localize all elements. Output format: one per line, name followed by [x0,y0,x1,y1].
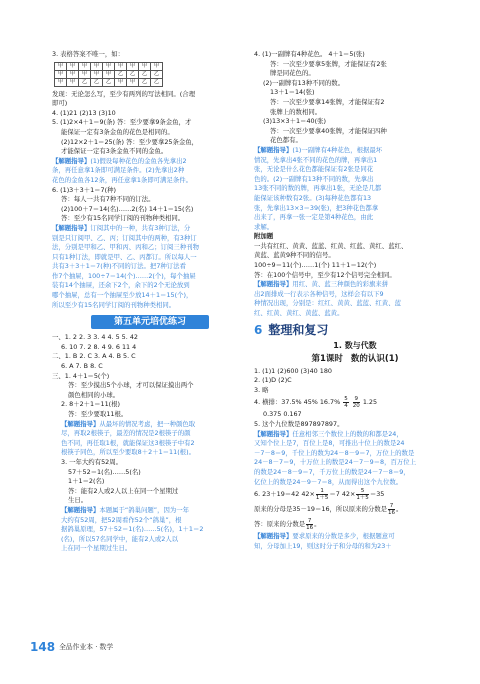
numerator: 5 [356,488,369,495]
q6-answer: 答：至少有15名同学订阅的刊物种类相同。 [61,214,185,223]
fraction [388,503,395,516]
chapter-title: 整理和复习 [268,322,329,337]
table-row [55,70,163,78]
section-answer: 二、1. B 2. C 3. A 4. B 5. C [52,352,136,361]
section-answer: 2. 8＋2＋1＝11(根) [61,400,121,409]
section-answer: 颜色相同的小球。 [68,390,120,399]
hint-text: (1)假设每种花色的金鱼各先拿出2 [90,156,187,165]
denominator: 16 [388,509,396,516]
q3-title: 3. 表格答案不唯一，如： [52,50,125,58]
answer-text: 。 [396,505,403,514]
numerator: 9 [354,395,359,402]
answer-text: 6. 23＋19＝42 42× [254,490,315,499]
section-answer: 1＋1＝2(名) [68,477,105,486]
numerator: 7 [307,517,312,524]
numerator: 5 [344,395,348,402]
fraction [306,518,313,531]
review-answer: 3. 略 [254,385,269,394]
hint-text: 亿位上的数是24－9－7＝8，从而得出这个九位数。 [254,477,403,486]
q5-answer: 才能保证一定有3条金鱼不同的金鱼。 [61,147,168,156]
hint-block [254,280,456,318]
table-cell: 乙 [91,78,103,86]
review-answer [254,487,456,502]
hint-text: 张，先拿出13×3＝39(张)，把3种花色都拿 [254,203,379,212]
review-answer [254,395,456,410]
answer-text: 1.25 [362,398,378,407]
hint-text: 花色的金鱼各12条，再任意拿1条即可满足条件。 [52,175,193,184]
review-answer [254,517,456,532]
right-column [254,50,456,551]
fraction [356,488,369,501]
lesson-title [254,353,456,365]
hint-text: 作7个抽屉，100÷7＝14(个)……2(个)，每个抽屉 [52,271,196,280]
hint-text: 出来了，再拿一张一定是第4种花色，由此 [254,213,374,222]
table-cell: 甲 [127,78,139,86]
hint-text: 尽，再取2根筷子，最差的情况是2根筷子的颜 [61,429,191,438]
hint-text: 条，再任意拿1条即可满足条件。(2)先拿出2种 [52,166,185,175]
q4-answer: (3)13×3＋1＝40(张) [263,117,326,126]
hint-text: －7－8＝9，千位上的数为24－8－9＝7，万位上的数是 [254,448,415,457]
q4-answer: 答：一次至少要拿40张牌，才能保证四种 [270,126,387,135]
answer-text: 。 [314,520,321,529]
table-cell: 甲 [127,62,139,70]
hint-text: 知，分母加上19，则这时分子和分母的和为23＋ [254,541,392,550]
hint-text: (名)，所以57名同学中，能有2人或2人以 [61,534,179,543]
table-cell: 乙 [127,70,139,78]
table-cell: 甲 [67,70,79,78]
q4-answer: 答：一次至少要拿14张牌，才能保证有2 [270,97,385,106]
table-cell: 甲 [139,62,151,70]
q5-answer: 5. (1)2×4＋1＝9(条) 答：至少要拿9条金鱼，才 [52,118,192,127]
review-answer: 0.375 0.167 [263,410,302,419]
left-column [52,50,248,554]
hint-text: (1)一副牌有4种花色，根据最坏 [292,145,383,154]
q4-answer: 牌是同花色的。 [270,69,315,78]
section-title: 第五单元培优练习 [91,315,209,329]
q6-answer: 答：每人一共有7种不同的订法。 [61,195,155,204]
page-footer [30,640,113,654]
q4-answer: (2)一副牌有13种不同的数。 [263,78,345,87]
hint-tag: 【解题指导】 [254,532,293,541]
q4-answer: 张牌上的数相同。 [270,107,322,116]
extra-answer: 100÷9＝11(个)……1(个) 11＋1＝12(个) [254,261,377,270]
hint-block [52,157,248,186]
extra-answer: 一共有红红、黄黄、蓝蓝、红黄、红蓝、黄红、蓝红、 [254,241,408,250]
section-answer: 答：至少摸出5个小球，才可以保证摸出两个 [68,381,194,390]
table-cell: 甲 [55,62,67,70]
hint-tag: 【解题指导】 [61,505,100,514]
hint-text: 色的。(2)一副牌有13种不同的数，先拿出 [254,174,374,183]
hint-text: 又知个位上是7，百位上是8，可推出十位上的数是24 [254,439,405,448]
q3-note: 发现：无论怎么写，至少有两列的写法相同。(合理 [52,89,196,98]
section-answer: 答：至少要取11根。 [68,410,128,418]
hint-text: 所以至少有15名同学订阅的刊物种类相同。 [52,300,176,309]
q4-answer: 花色都有。 [270,136,302,145]
section-answer: 答：能有2人或2人以上在同一个星期过 [68,486,179,495]
section-answer: 三、1. 4＋1＝5(个) [52,371,110,380]
table-cell: 甲 [67,78,79,86]
hint-text: 情况，先拿出4张不同的花色的牌，再拿出1 [254,155,378,164]
hint-text: 据鸽巢原理，57＋52＝1(名)……5(名)，1＋1＝2 [61,525,204,534]
hint-text: 订阅其中的一种，共有3种订法，分 [90,223,191,232]
table-row [55,62,163,70]
table-cell: 乙 [103,78,115,86]
table-cell: 甲 [79,62,91,70]
q4-answer: 4. (1)一副牌有4种花色。 4＋1＝5(张) [254,50,365,58]
fraction [316,488,329,501]
hint-text: 出2面排成一行表示各种信号，这样会有以下9 [254,289,384,298]
table-row [55,78,163,86]
hint-text: 色不同，再任取1根，就能保证这3根筷子中有2 [61,438,195,447]
hint-block [254,430,456,488]
hint-text: 哪个抽屉，总有一个抽屉至少放14＋1＝15(个)， [52,291,193,300]
subchapter-title: 1. 数与代数 [333,340,377,350]
numerator: 1 [316,488,329,495]
denominator: 1＋5 [356,494,369,501]
table-cell: 乙 [151,70,163,78]
hint-text: 装有14个抽屉，还余下2个，余下的2个无论放到 [52,281,190,290]
q5-answer: 能保证一定有3条金鱼的花色是相同的。 [61,127,174,136]
hint-tag: 【解题指导】 [52,156,91,165]
denominator: 20 [352,402,360,409]
hint-text: 红、红黄、黄红、黄蓝、蓝黄。 [254,309,344,318]
chapter-number: 6 [254,322,263,337]
q4-answer: 答：一次至少要拿5张牌，才能保证有2张 [270,59,387,68]
table-cell: 甲 [55,70,67,78]
hint-text: 别是只订阅甲、乙、丙；订阅其中的两种，有3种订 [52,233,197,242]
table-cell: 乙 [115,70,127,78]
table-cell: 甲 [91,70,103,78]
hint-tag: 【解题指导】 [254,280,293,289]
fraction [343,396,349,409]
section-answer: 6. A 7. B 8. C [61,362,103,371]
hint-text: 种情况出现，分别是：红红、黄黄、蓝蓝、红黄、蓝 [254,299,401,308]
hint-tag: 【解题指导】 [61,419,100,428]
chapter-heading [254,323,456,338]
answer-text: ＝35 [369,490,385,499]
hint-block [254,532,456,551]
q4-answer: 4. (1)21 (2)13 (3)10 [52,108,116,117]
table-cell: 甲 [91,62,103,70]
denominator: 1＋5 [315,494,329,501]
hint-text: 从最坏的情况考虑，把一种颜色取 [99,419,196,428]
hint-text: 13张不同的数的牌，再拿出1张，无论是几都 [254,184,382,193]
lesson-number: 第1课时 [311,353,343,364]
review-answer: 2. (1)D (2)C [254,376,292,385]
q4-answer: 13＋1＝14(张) [270,88,315,97]
hint-text: 大约有52周，把52周看作52个“鸽巢”，根 [61,515,182,524]
extra-question-heading: 附加题 [254,232,274,241]
denominator: 4 [344,402,348,409]
hint-text: 法，分别是甲和乙、甲和丙、丙和乙；订阅三种刊物 [52,243,199,252]
section-answer: 一、1. 2 2. 3 3. 4 4. 5 5. 42 [52,333,138,342]
table-cell: 乙 [151,78,163,86]
hint-text: 张，无论是什么花色都能保证有2张是同花 [254,165,374,174]
review-answer [254,502,456,517]
table-cell: 乙 [79,78,91,86]
hint-tag: 【解题指导】 [254,145,293,154]
hint-block [52,224,248,310]
extra-answer: 黄蓝、蓝黄9种不同的信号。 [254,251,335,260]
hint-text: 用红、黄、蓝三种颜色的彩旗来拼 [292,280,389,289]
section-answer: 3. 一年大约有52周。 [61,457,122,466]
lesson-name: 数的认识(1) [350,353,399,364]
hint-text: 24－8－7＝9，十万位上的数是24－7－9＝8，百万位上 [254,458,417,467]
q6-answer: (2)100＋7＝14(名)……2(名) 14＋1＝15(名) [61,204,194,213]
hint-text: 任意相邻三个数位上的数的和都是24， [292,429,403,438]
answer-text: 答：原来的分数是 [254,520,306,529]
hint-tag: 【解题指导】 [254,429,293,438]
table-cell: 甲 [103,62,115,70]
section-answer: 6. 10 7. 2 8. 4 9. 6 11 4 [61,342,137,351]
hint-text: 的数是24－8－9＝7，千万位上的数是24－7－8＝9， [254,467,410,476]
table-cell: 乙 [139,70,151,78]
page-number: 148 [30,640,56,654]
table-cell: 甲 [67,62,79,70]
table-cell: 甲 [55,78,67,86]
review-answer: 5. 这个九位数是897897897。 [254,420,344,428]
book-title: 全品作业本 · 数学 [59,643,114,651]
hint-text: 根筷子同色，所以至少要取8＋2＋1＝11(根)。 [61,448,195,457]
hint-block [254,146,456,232]
arrangement-table [54,62,163,87]
fraction [353,396,360,409]
numerator: 7 [389,502,394,509]
q6-answer: 6. (1)3＋3＋1＝7(种) [52,185,116,194]
answer-text: 原来的分母是35－19＝16，所以原来的分数是 [254,505,388,514]
section-answer: 57＋52＝1(名)……5(名) [68,467,141,476]
hint-block [52,506,248,554]
table-cell: 甲 [115,78,127,86]
hint-text: 要求原来的分数是多少，根据题意可 [292,532,395,541]
answer-text: 4. 横排：37.5% 45% 16.7% [254,398,341,407]
denominator: 16 [306,524,314,531]
section-answer: 生日。 [68,496,88,505]
q5-answer: (2)12×2＋1＝25(条) 答：至少要拿25条金鱼， [61,137,199,146]
hint-text: 求解。 [254,222,274,231]
review-answer: 1. (1)1 (2)600 (3)40 180 [254,366,332,375]
table-cell: 甲 [79,70,91,78]
hint-text: 共有3＋3＋1＝7(种)不同的订法。把7种订法看 [52,262,186,271]
hint-tag: 【解题指导】 [52,223,91,232]
answer-text: ＝7 42× [329,490,356,499]
hint-text: 本题属于“鸽巢问题”，因为一年 [99,505,190,514]
hint-block [52,420,248,458]
table-cell: 甲 [151,62,163,70]
extra-answer: 答：在100个信号中，至少有12个信号完全相同。 [254,270,396,279]
table-cell: 甲 [103,70,115,78]
hint-text: 能保证该种数有2张。(3)每种花色都有13 [254,193,372,202]
hint-text: 只有1种订法，即就是甲、乙、丙都订。所以每人一 [52,252,197,261]
table-cell: 甲 [115,62,127,70]
hint-text: 上在同一个星期过生日。 [61,544,132,553]
table-cell: 乙 [139,78,151,86]
q3-note: 即可) [52,99,68,108]
